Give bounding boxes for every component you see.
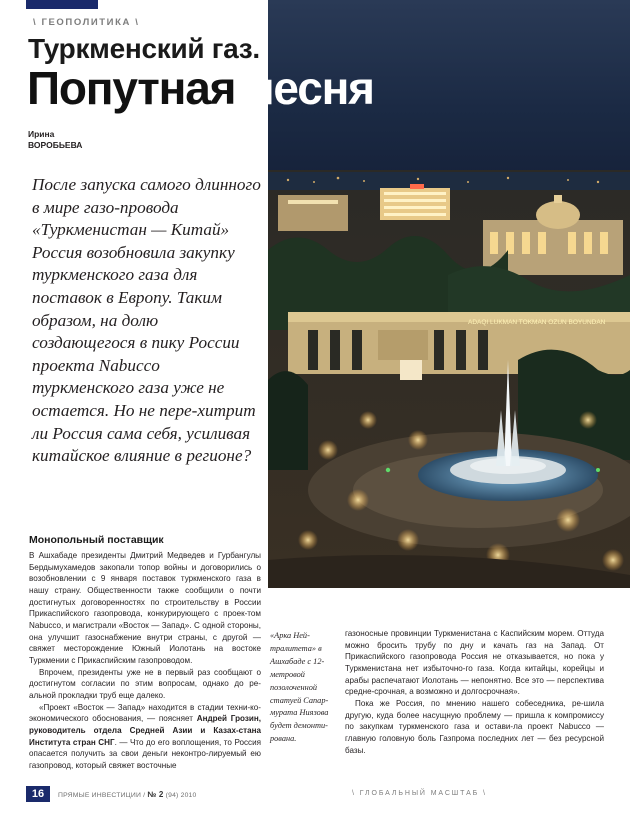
author-last-name: ВОРОБЬЕВА [28,140,83,150]
section-label: \ ГЕОПОЛИТИКА \ [33,17,140,28]
body-paragraph-1: В Ашхабаде президенты Дмитрий Медведев и Гурбангулы Бердымухамедов закопали топор войны и договорились о возобновлении с 9 января поставок туркменского газа в нашу страну. Общественности также сообщили о почти достигнутых договоренностях по строительству в России Прикаспийского газопровода, конкурирующего с проек-том Nabucco, и магистрали «Восток — Запад». С одной стороны, она улучшит газоснабжение внутри страны, с другой — свяжет месторождение Южный Иолотань на востоке Туркмении с Прикаспийским газопроводом. [29,551,261,665]
magazine-name [58,790,197,799]
issue-number: № 2 [147,790,164,799]
expert-name: Андрей Грозин, руководитель отдела Средней Азии и Казах-стана Института стран СНГ [29,714,261,747]
body-paragraph-3 [29,702,261,772]
body-paragraph-4: газоносные провинции Туркменистана с Каспийским морем. Оттуда можно бросить трубу по дну и качать газ на Запад. От Прикаспийского газопровода Россия не отказывается, но пока у Туркменистана нет избыточно-го газа. Когда китайцы, корейцы и арабы распечатают Иолотань — непонятно. Все это — перспектива средне-срочная, а возможно и долгосрочная». [345,629,604,697]
headline-light-part: песня [246,62,374,114]
issue-year: (94) 2010 [165,792,197,799]
lead-paragraph: После запуска самого длинного в мире газо-провода «Туркменистан — Китай» Россия возобновила закупку туркменского газа для поставок в Европу. Таким образом, на долю создающегося в пику России проекта Nabucco туркменского газа уже не остается. Но не пере-хитрит ли Россия сама себя, усиливая китайское влияние в регионе? [32,175,261,466]
subheading: Монопольный поставщик [29,534,164,546]
page-number: 16 [31,788,45,800]
header-accent-bar [26,0,98,9]
building-sign-text: ADAQI LUKMAN TOKMAN OZUN BOYUNDAN [468,319,606,326]
headline-line-1: Туркменский газ. [28,33,260,64]
headline-dark-part: Попутная [27,62,236,114]
author-first-name: Ирина [28,129,55,139]
rubric-footer: \ ГЛОБАЛЬНЫЙ МАСШТАБ \ [352,790,487,797]
author-byline [28,129,82,151]
body-column-3 [345,628,604,756]
quote-part-c: . — Что до его воплощения, то Россия опасается получить за свои деньги неконтро-лируемый ею газопровод, который свяжет восточные [29,737,262,770]
body-column-1 [29,534,261,771]
magazine-title: ПРЯМЫЕ ИНВЕСТИЦИИ / [58,792,146,799]
body-paragraph-5: Пока же Россия, по мнению нашего собеседника, ре-шила другую, куда более насущную проблему — пришла к компромиссу по закупкам туркменского газа и остави-ла проект Nabucco — главную головную боль Газпрома последних лет — без ресурсной базы. [345,698,604,755]
quote-part-a: «Проект «Восток — Запад» находится в стадии техни-ко-экономического обоснования, — поясняет [29,702,261,724]
body-paragraph-2: Впрочем, президенты уже не в первый раз сообщают о достигнутом согласии по этим вопросам, однако до ре-альной прокладки труб еще далеко. [29,667,261,700]
headline-line-2 [27,61,374,115]
photo-caption: «Арка Ней-тралитета» в Ашхабаде с 12-метровой позолоченной статуей Сапар-мурата Ниязова будет демонти-рована. [270,631,329,744]
